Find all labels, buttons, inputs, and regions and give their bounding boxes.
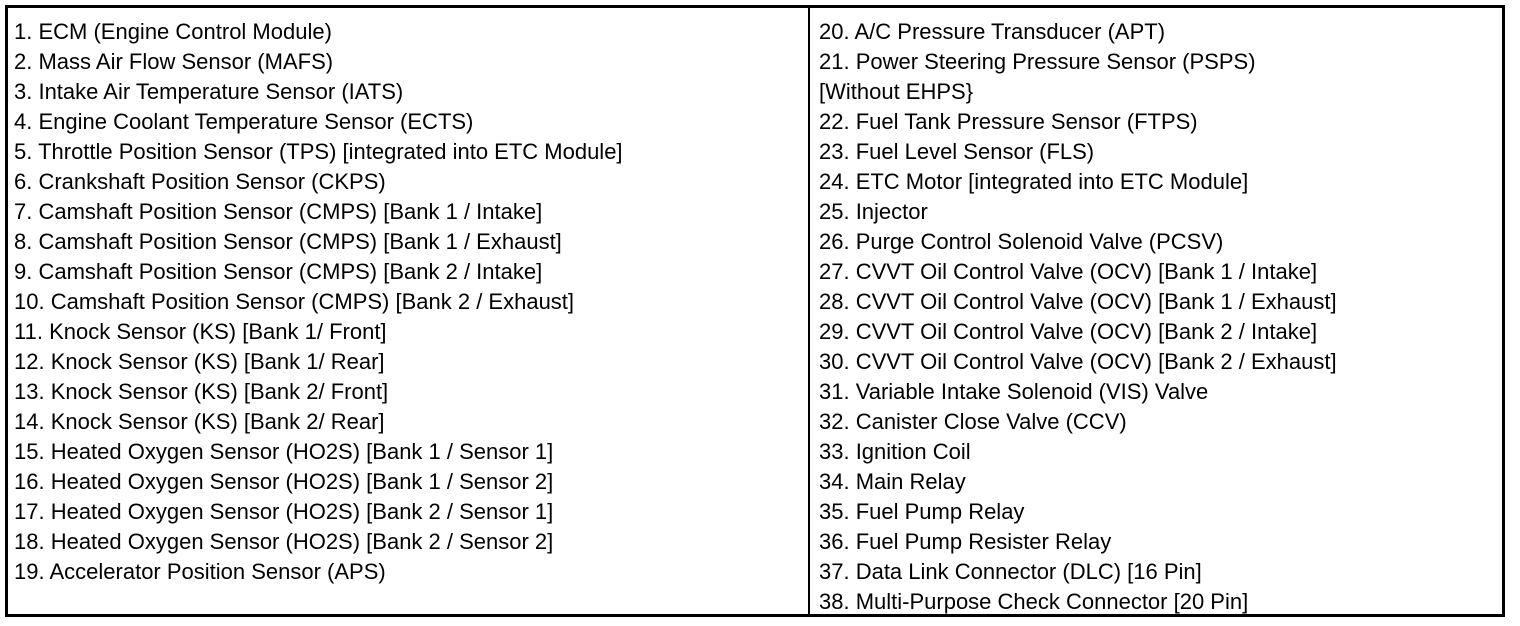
legend-item: 4. Engine Coolant Temperature Sensor (ECTS) xyxy=(14,109,474,134)
legend-item: 34. Main Relay xyxy=(819,469,966,494)
legend-right-column xyxy=(810,8,1502,614)
legend-item: 32. Canister Close Valve (CCV) xyxy=(819,409,1127,434)
legend-item: 10. Camshaft Position Sensor (CMPS) [Bank 2 / Exhaust] xyxy=(14,289,575,314)
legend-item: 33. Ignition Coil xyxy=(819,439,971,464)
legend-item: 21. Power Steering Pressure Sensor (PSPS) xyxy=(819,49,1256,74)
legend-item: 19. Accelerator Position Sensor (APS) xyxy=(14,559,386,584)
legend-item: 26. Purge Control Solenoid Valve (PCSV) xyxy=(819,229,1224,254)
legend-item: 36. Fuel Pump Resister Relay xyxy=(819,529,1112,554)
legend-item: 14. Knock Sensor (KS) [Bank 2/ Rear] xyxy=(14,409,385,434)
legend-item: 7. Camshaft Position Sensor (CMPS) [Bank 1 / Intake] xyxy=(14,199,543,224)
legend-item: 24. ETC Motor [integrated into ETC Module] xyxy=(819,169,1249,194)
legend-item: 29. CVVT Oil Control Valve (OCV) [Bank 2 / Intake] xyxy=(819,319,1318,344)
legend-item: 31. Variable Intake Solenoid (VIS) Valve xyxy=(819,379,1209,404)
component-legend-table xyxy=(5,5,1505,617)
legend-item: 12. Knock Sensor (KS) [Bank 1/ Rear] xyxy=(14,349,385,374)
legend-item: 30. CVVT Oil Control Valve (OCV) [Bank 2 / Exhaust] xyxy=(819,349,1337,374)
legend-item: 17. Heated Oxygen Sensor (HO2S) [Bank 2 / Sensor 1] xyxy=(14,499,554,524)
legend-item: 9. Camshaft Position Sensor (CMPS) [Bank 2 / Intake] xyxy=(14,259,543,284)
legend-item: 5. Throttle Position Sensor (TPS) [integrated into ETC Module] xyxy=(14,139,623,164)
legend-item: 22. Fuel Tank Pressure Sensor (FTPS) xyxy=(819,109,1198,134)
legend-left-column xyxy=(8,8,810,614)
legend-item: 2. Mass Air Flow Sensor (MAFS) xyxy=(14,49,334,74)
legend-item: 13. Knock Sensor (KS) [Bank 2/ Front] xyxy=(14,379,389,404)
legend-item: 16. Heated Oxygen Sensor (HO2S) [Bank 1 / Sensor 2] xyxy=(14,469,554,494)
legend-item: 6. Crankshaft Position Sensor (CKPS) xyxy=(14,169,386,194)
legend-item: 37. Data Link Connector (DLC) [16 Pin] xyxy=(819,559,1202,584)
legend-item: 35. Fuel Pump Relay xyxy=(819,499,1025,524)
legend-item: 25. Injector xyxy=(819,199,928,224)
legend-item: 27. CVVT Oil Control Valve (OCV) [Bank 1 / Intake] xyxy=(819,259,1318,284)
legend-item: 3. Intake Air Temperature Sensor (IATS) xyxy=(14,79,404,104)
legend-item: 23. Fuel Level Sensor (FLS) xyxy=(819,139,1095,164)
legend-item: [Without EHPS} xyxy=(819,79,974,104)
legend-item: 18. Heated Oxygen Sensor (HO2S) [Bank 2 / Sensor 2] xyxy=(14,529,554,554)
legend-item: 20. A/C Pressure Transducer (APT) xyxy=(819,19,1166,44)
legend-item: 8. Camshaft Position Sensor (CMPS) [Bank 1 / Exhaust] xyxy=(14,229,562,254)
legend-item: 1. ECM (Engine Control Module) xyxy=(14,19,332,44)
legend-item: 15. Heated Oxygen Sensor (HO2S) [Bank 1 / Sensor 1] xyxy=(14,439,554,464)
legend-item: 11. Knock Sensor (KS) [Bank 1/ Front] xyxy=(14,319,387,344)
legend-item: 38. Multi-Purpose Check Connector [20 Pin] xyxy=(819,589,1249,614)
legend-item: 28. CVVT Oil Control Valve (OCV) [Bank 1 / Exhaust] xyxy=(819,289,1337,314)
